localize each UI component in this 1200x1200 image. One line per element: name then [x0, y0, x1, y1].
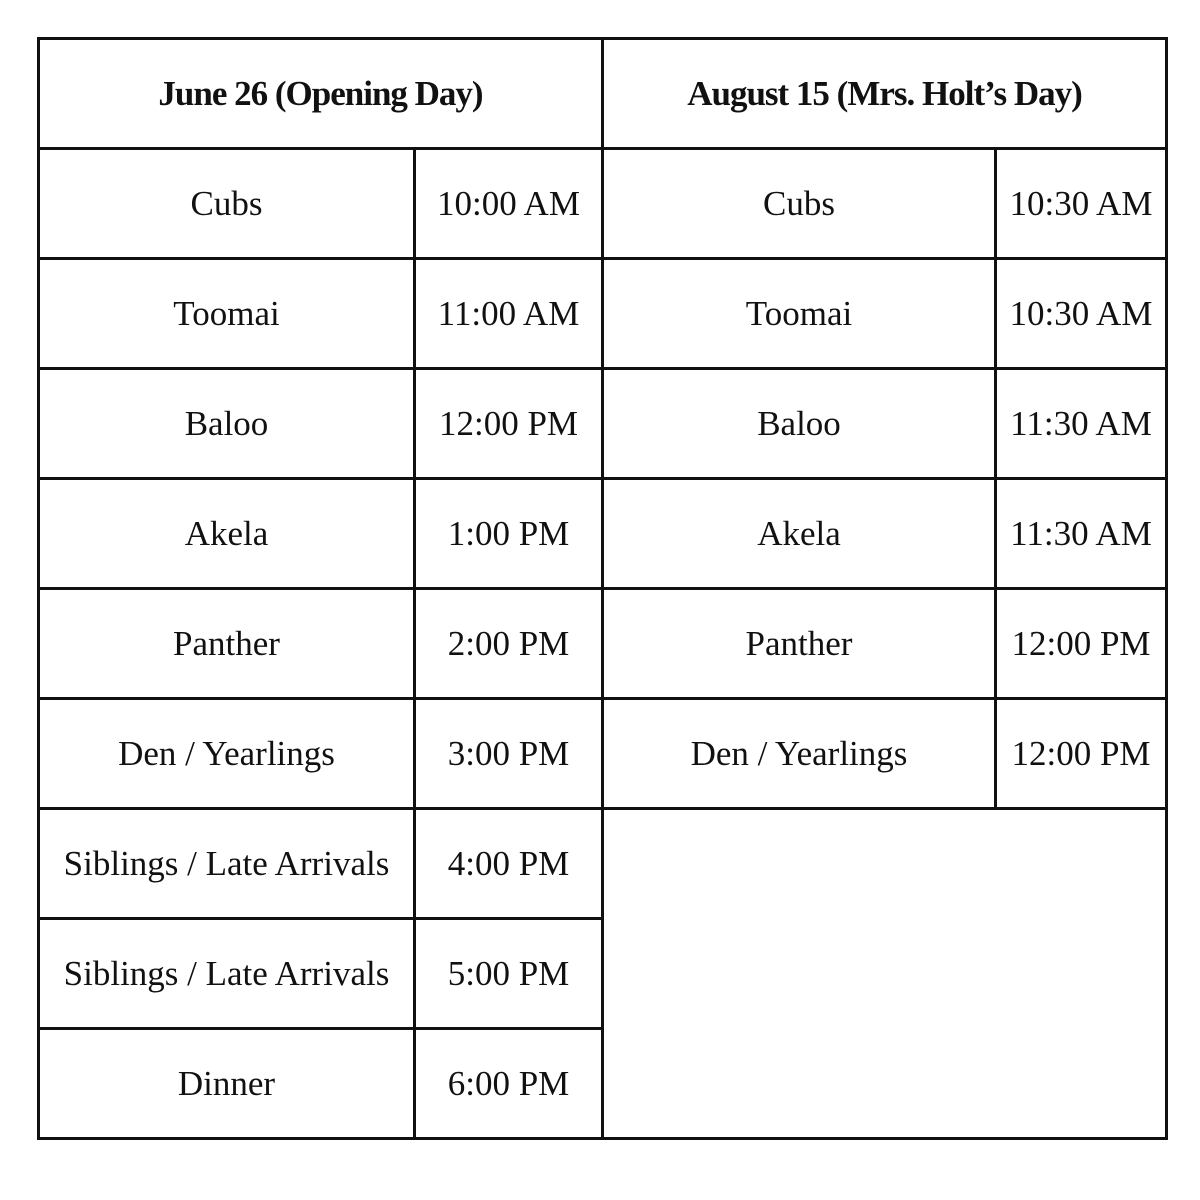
- table-row: [39, 699, 1167, 809]
- opening-group-cell: Cubs: [39, 149, 415, 259]
- opening-group-cell: Toomai: [39, 259, 415, 369]
- opening-group-cell: Baloo: [39, 369, 415, 479]
- table-row: [39, 369, 1167, 479]
- holt-group-cell: Baloo: [603, 369, 996, 479]
- opening-group-cell: Siblings / Late Arrivals: [39, 919, 415, 1029]
- opening-group-cell: Den / Yearlings: [39, 699, 415, 809]
- opening-time-cell: 1:00 PM: [415, 479, 603, 589]
- opening-group-cell: Dinner: [39, 1029, 415, 1139]
- holt-group-cell: Akela: [603, 479, 996, 589]
- opening-day-header: June 26 (Opening Day): [39, 39, 603, 149]
- holt-time-cell: 12:00 PM: [996, 589, 1167, 699]
- holt-time-cell: 10:30 AM: [996, 149, 1167, 259]
- opening-group-cell: Panther: [39, 589, 415, 699]
- opening-time-cell: 2:00 PM: [415, 589, 603, 699]
- opening-time-cell: 10:00 AM: [415, 149, 603, 259]
- opening-group-cell: Siblings / Late Arrivals: [39, 809, 415, 919]
- holt-day-header: August 15 (Mrs. Holt’s Day): [603, 39, 1167, 149]
- table-row: [39, 479, 1167, 589]
- schedule-table: [37, 37, 1168, 1140]
- holt-time-cell: 12:00 PM: [996, 699, 1167, 809]
- table-row: [39, 809, 1167, 919]
- holt-time-cell: 11:30 AM: [996, 479, 1167, 589]
- opening-time-cell: 11:00 AM: [415, 259, 603, 369]
- holt-group-cell: Cubs: [603, 149, 996, 259]
- empty-cell: [603, 809, 1167, 1139]
- table-row: [39, 259, 1167, 369]
- holt-time-cell: 10:30 AM: [996, 259, 1167, 369]
- holt-time-cell: 11:30 AM: [996, 369, 1167, 479]
- opening-time-cell: 4:00 PM: [415, 809, 603, 919]
- opening-time-cell: 5:00 PM: [415, 919, 603, 1029]
- holt-group-cell: Panther: [603, 589, 996, 699]
- opening-time-cell: 3:00 PM: [415, 699, 603, 809]
- table-row: [39, 149, 1167, 259]
- header-row: [39, 39, 1167, 149]
- holt-group-cell: Toomai: [603, 259, 996, 369]
- table-row: [39, 589, 1167, 699]
- opening-time-cell: 12:00 PM: [415, 369, 603, 479]
- opening-time-cell: 6:00 PM: [415, 1029, 603, 1139]
- opening-group-cell: Akela: [39, 479, 415, 589]
- holt-group-cell: Den / Yearlings: [603, 699, 996, 809]
